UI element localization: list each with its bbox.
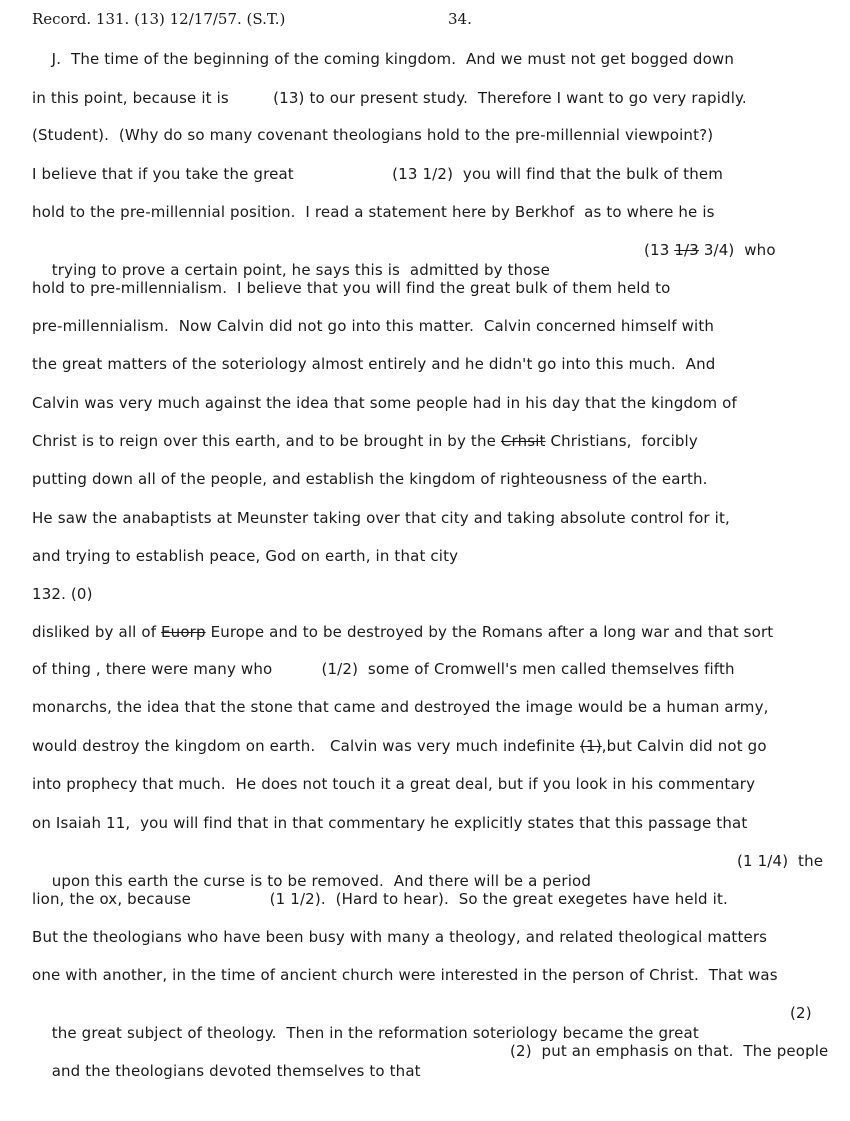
timestamp-part: 3/4) who [698,241,776,259]
text-line: the great matters of the soteriology almost entirely and he didn't go into this much. And [32,355,716,373]
timestamp-correction [644,240,776,260]
text-line: He saw the anabaptists at Meunster taking over that city and taking absolute control for it, [32,509,730,527]
page-number: 34. [448,10,472,28]
struck-text: (1) [580,737,602,755]
text-line [32,622,773,642]
text-segment: trying to prove a certain point, he says this is admitted by those [51,261,550,279]
text-segment: would destroy the kingdom on earth. Calvin was very much indefinite [32,737,581,755]
text-line: pre-millennialism. Now Calvin did not go into this matter. Calvin concerned himself with [32,317,715,335]
text-line: one with another, in the time of ancient church were interested in the person of Christ. That was [32,966,778,984]
section-marker: 132. (0) [32,585,93,603]
text-segment: disliked by all of [32,623,162,641]
struck-text: 1/3 [674,241,699,259]
text-line: I believe that if you take the great (13 1/2) you will find that the bulk of them [32,165,723,183]
text-line [32,431,698,451]
text-segment: Christ is to reign over this earth, and to be brought in by the [32,432,501,450]
timestamp-part: (13 [644,241,675,259]
text-line: putting down all of the people, and establish the kingdom of righteousness of the earth. [32,470,708,488]
text-line: and trying to establish peace, God on earth, in that city [32,547,459,565]
text-segment: Christians, forcibly [545,432,698,450]
struck-text: Crhsit [500,432,546,450]
text-line: into prophecy that much. He does not touch it a great deal, but if you look in his commentary [32,775,756,793]
text-segment: and the theologians devoted themselves to that [51,1062,421,1080]
text-line: Calvin was very much against the idea that some people had in his day that the kingdom of [32,394,737,412]
timestamp: (2) put an emphasis on that. The people [510,1042,829,1060]
text-segment: ,but Calvin did not go [601,737,767,755]
text-line [32,1041,844,1080]
text-line [32,851,832,890]
text-segment: Europe and to be destroyed by the Romans after a long war and that sort [205,623,774,641]
text-line: on Isaiah 11, you will find that in that commentary he explicitly states that this passage that [32,814,748,832]
text-line: monarchs, the idea that the stone that came and destroyed the image would be a human army, [32,698,769,716]
text-line: hold to the pre-millennial position. I read a statement here by Berkhof as to where he is [32,203,715,221]
timestamp: (1 1/4) the [737,852,824,870]
text-line: (Student). (Why do so many covenant theologians hold to the pre-millennial viewpoint?) [32,126,714,144]
text-line: of thing , there were many who (1/2) some of Cromwell's men called themselves fifth [32,660,735,678]
record-header: Record. 131. (13) 12/17/57. (S.T.) [32,10,286,28]
text-line: hold to pre-millennialism. I believe that you will find the great bulk of them held to [32,279,671,297]
timestamp: (2) [790,1004,812,1022]
text-segment: the great subject of theology. Then in the reformation soteriology became the great [51,1024,699,1042]
struck-text: Euorp [161,623,206,641]
text-line: J. The time of the beginning of the coming kingdom. And we must not get bogged down [32,50,734,68]
text-line: But the theologians who have been busy with many a theology, and related theological matters [32,928,768,946]
text-line [32,736,767,756]
text-line: in this point, because it is (13) to our present study. Therefore I want to go very rapidly. [32,89,747,107]
text-line [32,240,832,279]
text-line: lion, the ox, because (1 1/2). (Hard to hear). So the great exegetes have held it. [32,890,728,908]
text-line [32,1003,832,1042]
text-segment: upon this earth the curse is to be removed. And there will be a period [51,872,592,890]
